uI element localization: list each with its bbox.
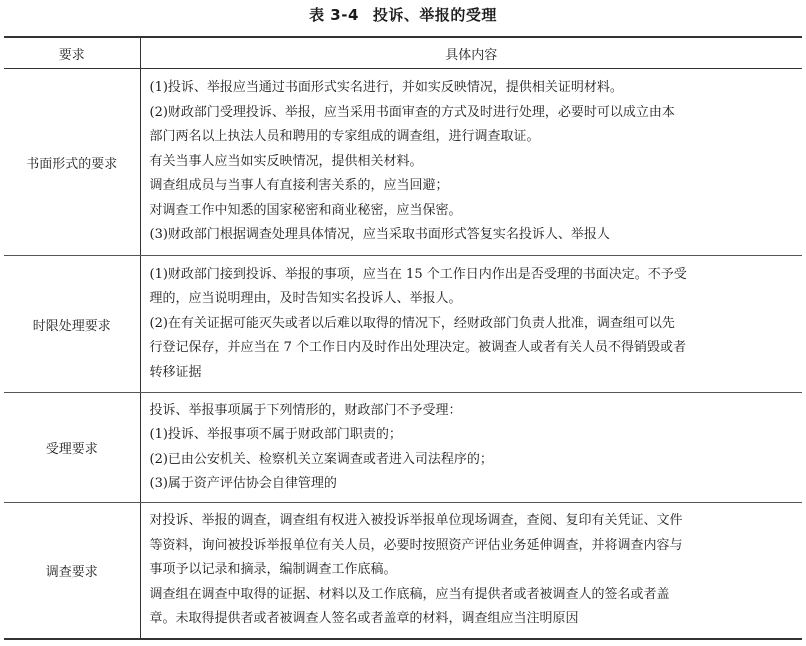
content-line: (1)投诉、举报应当通过书面形式实名进行，并如实反映情况，提供相关证明材料。	[149, 80, 623, 96]
content-cell	[140, 503, 802, 639]
table-title: 投诉、举报的受理	[372, 6, 497, 24]
content-line: 理的，应当说明理由，及时告知实名投诉人、举报人。	[149, 291, 462, 307]
content-cell	[140, 393, 802, 503]
header-row	[4, 37, 802, 69]
requirement-cell: 调查要求	[4, 503, 140, 639]
content-line: 投诉、举报事项属于下列情形的，财政部门不予受理：	[149, 402, 462, 418]
table-row	[4, 393, 802, 503]
content-line: (2)在有关证据可能灭失或者以后难以取得的情况下，经财政部门负责人批准，调查组可以先	[149, 315, 675, 331]
content-line: 调查组成员与当事人有直接利害关系的，应当回避；	[149, 178, 449, 194]
table-row	[4, 256, 802, 393]
content-line: 部门两名以上执法人员和聘用的专家组成的调查组，进行调查取证。	[149, 129, 540, 145]
content-line: 有关当事人应当如实反映情况，提供相关材料。	[149, 153, 423, 169]
requirement-cell: 时限处理要求	[4, 256, 140, 393]
content-line: (3)财政部门根据调查处理具体情况，应当采取书面形式答复实名投诉人、举报人	[149, 227, 610, 243]
requirement-cell: 书面形式的要求	[4, 69, 140, 256]
content-line: (1)投诉、举报事项不属于财政部门职责的；	[149, 427, 402, 442]
content-line: 对投诉、举报的调查，调查组有权进入被投诉举报单位现场调查，查阅、复印有关凭证、文件	[149, 513, 683, 528]
content-cell	[140, 69, 802, 256]
content-line: 转移证据	[149, 364, 202, 380]
content-line: 对调查工作中知悉的国家秘密和商业秘密，应当保密。	[149, 202, 462, 218]
content-line: (1)财政部门接到投诉、举报的事项，应当在 15 个工作日内作出是否受理的书面决定。不予受	[149, 266, 687, 282]
content-line: 行登记保存，并应当在 7 个工作日内及时作出处理决定。被调查人或者有关人员不得销毁或者	[149, 340, 687, 356]
table-row	[4, 69, 802, 256]
content-line: (3)属于资产评估协会自律管理的	[149, 476, 337, 491]
content-line: (2)财政部门受理投诉、举报，应当采用书面审查的方式及时进行处理，必要时可以成立由本	[149, 104, 675, 120]
content-cell	[140, 256, 802, 393]
content-line: 事项予以记录和摘录，编制调查工作底稿。	[149, 562, 397, 577]
table-number: 表 3-4	[309, 6, 359, 24]
header-requirement: 要求	[4, 37, 140, 69]
content-line: 调查组在调查中取得的证据、材料以及工作底稿，应当有提供者或者被调查人的签名或者盖	[149, 586, 670, 602]
table-caption	[0, 4, 806, 25]
content-line: 等资料，询问被投诉举报单位有关人员，必要时按照资产评估业务延伸调查，并将调查内容与	[149, 537, 683, 553]
table-row	[4, 503, 802, 639]
content-line: (2)已由公安机关、检察机关立案调查或者进入司法程序的；	[149, 451, 493, 467]
requirement-cell: 受理要求	[4, 393, 140, 503]
header-content: 具体内容	[140, 37, 802, 69]
complaint-acceptance-table	[4, 36, 802, 640]
content-line: 章。未取得提供者或者被调查人签名或者盖章的材料，调查组应当注明原因	[149, 611, 579, 626]
